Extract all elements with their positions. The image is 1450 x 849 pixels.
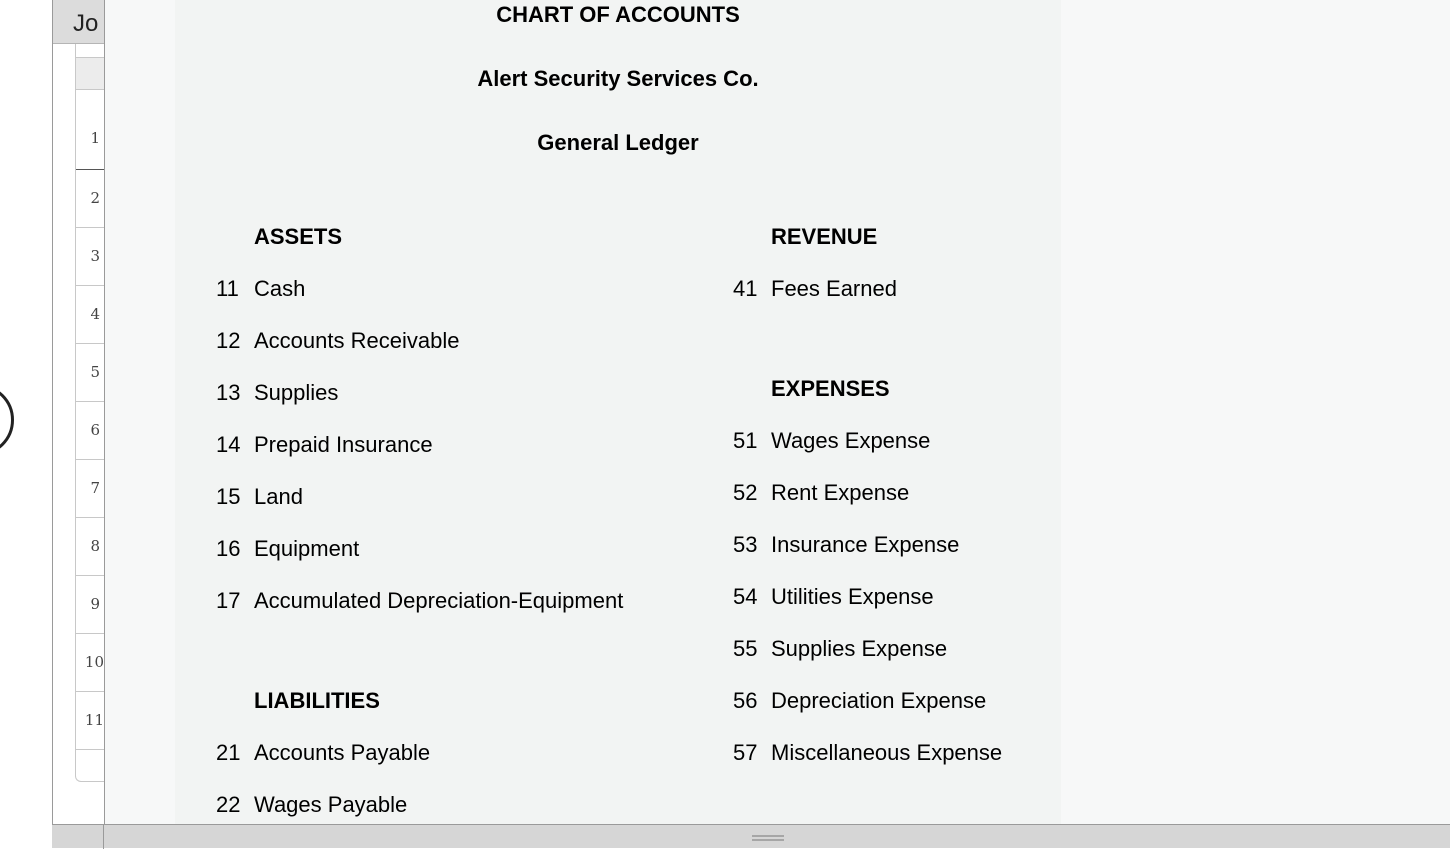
account-number: 12	[216, 328, 241, 353]
account-number: 41	[733, 276, 758, 301]
account-number: 51	[733, 428, 758, 453]
account-number: 53	[733, 532, 758, 557]
account-number: 13	[216, 380, 241, 405]
account-number: 55	[733, 636, 758, 661]
account-row	[733, 740, 1002, 766]
account-row	[216, 740, 430, 766]
account-name: Accumulated Depreciation-Equipment	[254, 588, 624, 613]
account-number: 16	[216, 536, 241, 561]
assets-heading: ASSETS	[254, 224, 343, 249]
row-number: 7	[76, 460, 106, 518]
account-name: Rent Expense	[771, 480, 910, 505]
document-title: CHART OF ACCOUNTS	[496, 2, 740, 27]
account-name: Insurance Expense	[771, 532, 960, 557]
account-row	[733, 428, 930, 454]
row-number: 2	[76, 170, 106, 228]
row-number: 3	[76, 228, 106, 286]
account-row	[216, 588, 623, 614]
account-row	[733, 532, 959, 558]
account-number: 11	[216, 276, 239, 301]
row-number: 8	[76, 518, 106, 576]
account-name: Cash	[254, 276, 306, 301]
account-row	[733, 584, 934, 610]
row-number: 1	[76, 90, 106, 170]
row-number: 4	[76, 286, 106, 344]
background-tab[interactable]: Jo	[53, 0, 105, 44]
account-name: Supplies	[254, 380, 339, 405]
account-row	[733, 636, 947, 662]
account-row	[216, 380, 338, 406]
revenue-heading: REVENUE	[771, 224, 878, 249]
account-name: Depreciation Expense	[771, 688, 987, 713]
row-number: 10	[76, 634, 106, 692]
account-name: Equipment	[254, 536, 360, 561]
row-number: 6	[76, 402, 106, 460]
account-name: Land	[254, 484, 303, 509]
account-number: 56	[733, 688, 758, 713]
row-number: 5	[76, 344, 106, 402]
account-row	[733, 276, 897, 302]
bottom-divider	[103, 825, 104, 849]
row-number: 9	[76, 576, 106, 634]
account-name: Accounts Receivable	[254, 328, 460, 353]
circle-icon	[0, 384, 14, 456]
company-name: Alert Security Services Co.	[477, 66, 759, 91]
bottom-bar	[52, 824, 1450, 848]
account-number: 52	[733, 480, 758, 505]
account-name: Wages Expense	[771, 428, 931, 453]
account-name: Prepaid Insurance	[254, 432, 433, 457]
row-number: 11	[76, 692, 106, 750]
account-row	[216, 328, 459, 354]
account-number: 21	[216, 740, 241, 765]
account-name: Miscellaneous Expense	[771, 740, 1003, 765]
account-name: Accounts Payable	[254, 740, 431, 765]
account-name: Wages Payable	[254, 792, 408, 817]
left-strip	[0, 0, 52, 848]
ledger-name: General Ledger	[537, 130, 699, 155]
account-number: 15	[216, 484, 241, 509]
row-header-shaded	[76, 58, 106, 90]
account-row	[216, 536, 359, 562]
chart-of-accounts-document	[175, 0, 1061, 824]
account-row	[733, 480, 909, 506]
account-row	[216, 484, 303, 510]
account-name: Fees Earned	[771, 276, 897, 301]
account-name: Supplies Expense	[771, 636, 948, 661]
account-row	[216, 792, 407, 818]
account-number: 22	[216, 792, 241, 817]
account-number: 14	[216, 432, 241, 457]
liabilities-heading: LIABILITIES	[254, 688, 380, 713]
account-name: Utilities Expense	[771, 584, 934, 609]
account-number: 54	[733, 584, 758, 609]
row-number-column	[75, 44, 105, 782]
row-spacer	[76, 44, 106, 58]
chart-of-accounts-overlay	[104, 0, 1450, 824]
account-row	[216, 432, 433, 458]
account-number: 57	[733, 740, 758, 765]
account-row	[733, 688, 986, 714]
expenses-heading: EXPENSES	[771, 376, 890, 401]
account-row	[216, 276, 305, 302]
account-number: 17	[216, 588, 241, 613]
resize-grip-icon[interactable]	[752, 835, 784, 841]
background-spreadsheet	[52, 0, 104, 824]
